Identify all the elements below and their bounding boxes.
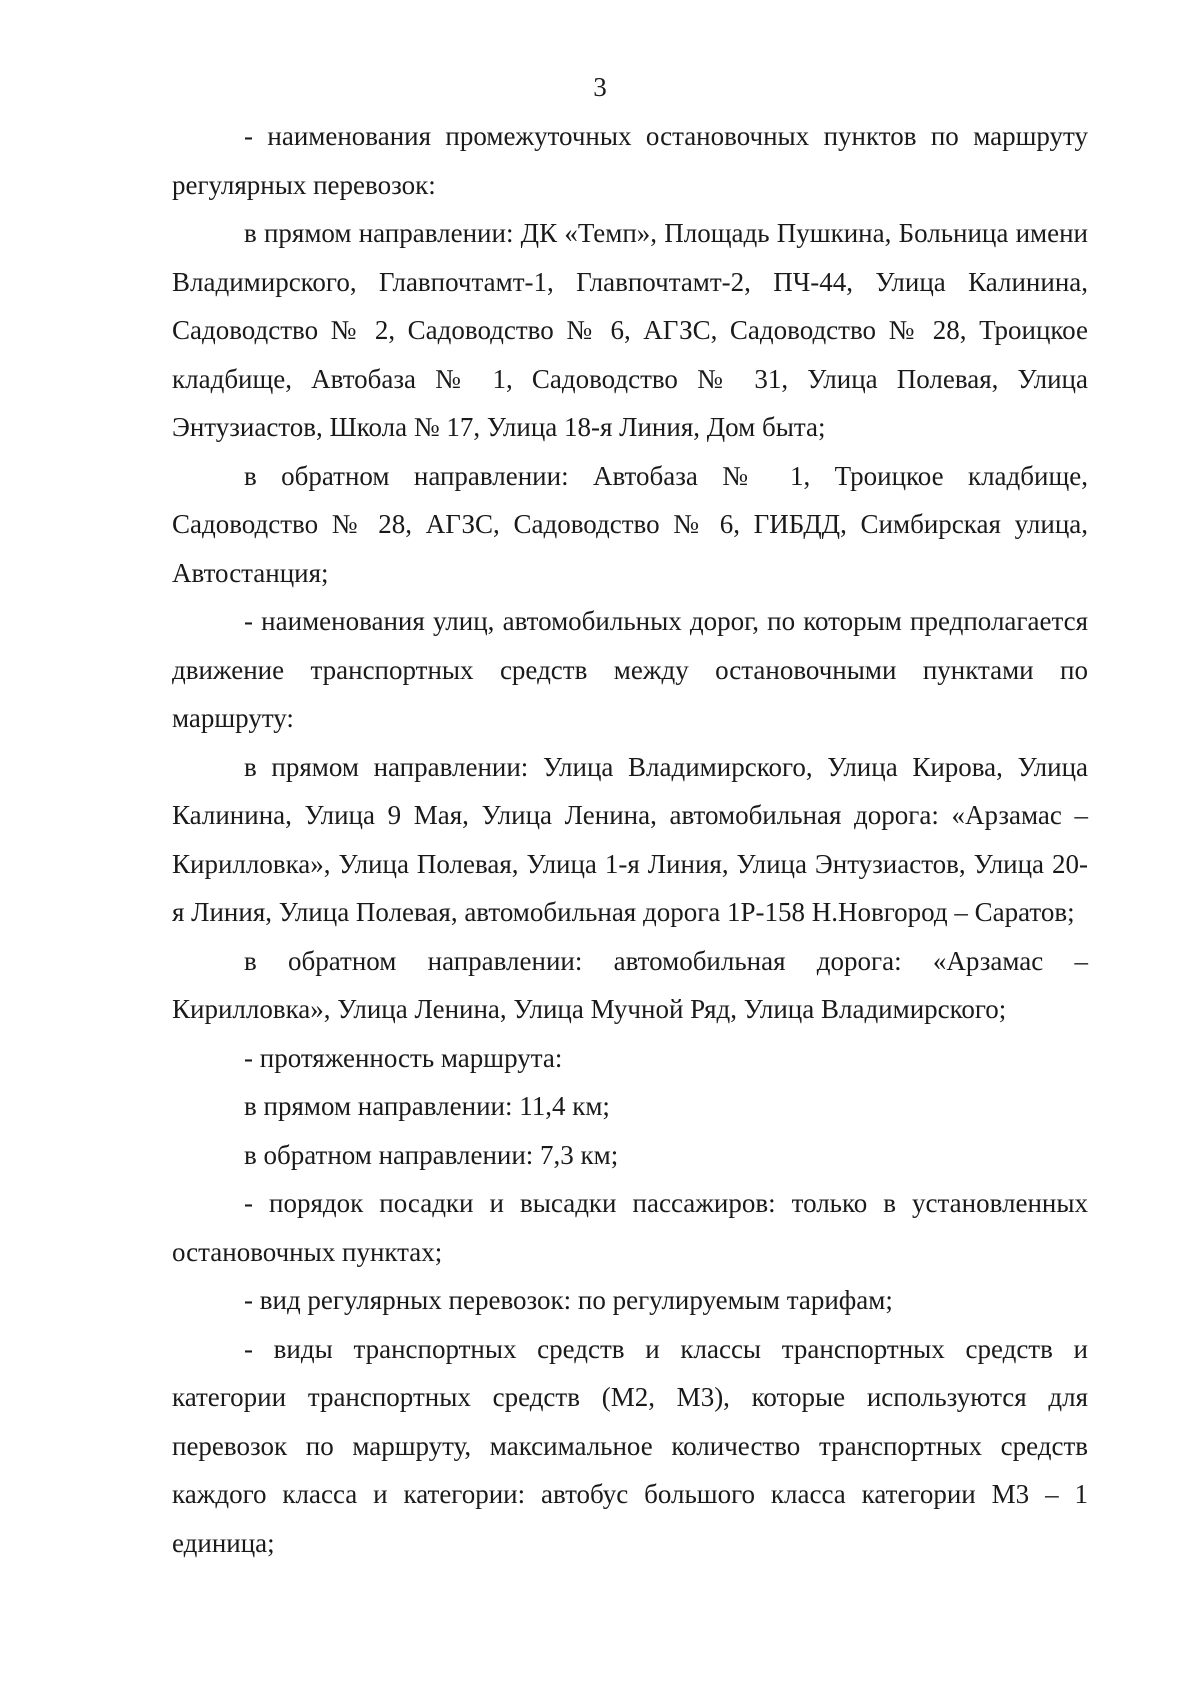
document-body <box>172 112 1088 1567</box>
paragraph-forward-stops: в прямом направлении: ДК «Темп», Площадь Пушкина, Больница имени Владимирского, Главпочтамт-1, Главпочтамт-2, ПЧ-44, Улица Калинина, Садоводство № 2, Садоводство № 6, АГЗС, Садоводство № 28, Троицкое кладбище, Автобаза № 1, Садоводство № 31, Улица Полевая, Улица Энтузиастов, Школа № 17, Улица 18-я Линия, Дом быта; <box>172 218 1088 442</box>
paragraph-route-length-heading: - протяженность маршрута: <box>244 1042 563 1073</box>
paragraph-intermediate-stops-heading: - наименования промежуточных остановочных пунктов по маршруту регулярных перевозок: <box>172 121 1088 200</box>
page-number: 3 <box>593 72 607 102</box>
paragraph-transport-type: - вид регулярных перевозок: по регулируемым тарифам; <box>244 1285 893 1315</box>
paragraph-reverse-streets: в обратном направлении: автомобильная дорога: «Арзамас – Кирилловка», Улица Ленина, Улица Мучной Ряд, Улица Владимирского; <box>172 945 1088 1024</box>
paragraph-boarding-order: - порядок посадки и высадки пассажиров: только в установленных остановочных пунктах; <box>172 1188 1088 1267</box>
paragraph-forward-length: в прямом направлении: 11,4 км; <box>244 1091 610 1121</box>
paragraph-reverse-stops: в обратном направлении: Автобаза № 1, Троицкое кладбище, Садоводство № 28, АГЗС, Садоводство № 6, ГИБДД, Симбирская улица, Автостанция; <box>172 460 1088 588</box>
paragraph-reverse-length: в обратном направлении: 7,3 км; <box>244 1139 619 1170</box>
paragraph-streets-heading: - наименования улиц, автомобильных дорог, по которым предполагается движение транспортных средств между остановочными пунктами по маршруту: <box>172 606 1088 733</box>
paragraph-forward-streets: в прямом направлении: Улица Владимирского, Улица Кирова, Улица Калинина, Улица 9 Мая, Улица Ленина, автомобильная дорога: «Арзамас – Кирилловка», Улица Полевая, Улица 1-я Линия, Улица Энтузиастов, Улица 20-я Линия, Улица Полевая, автомобильная дорога 1Р-158 Н.Новгород – Саратов; <box>172 751 1088 927</box>
paragraph-vehicle-classes: - виды транспортных средств и классы транспортных средств и категории транспортных средств (М2, М3), которые используются для перевозок по маршруту, максимальное количество транспортных средств каждого класса и категории: автобус большого класса категории М3 – 1 единица; <box>172 1333 1088 1558</box>
